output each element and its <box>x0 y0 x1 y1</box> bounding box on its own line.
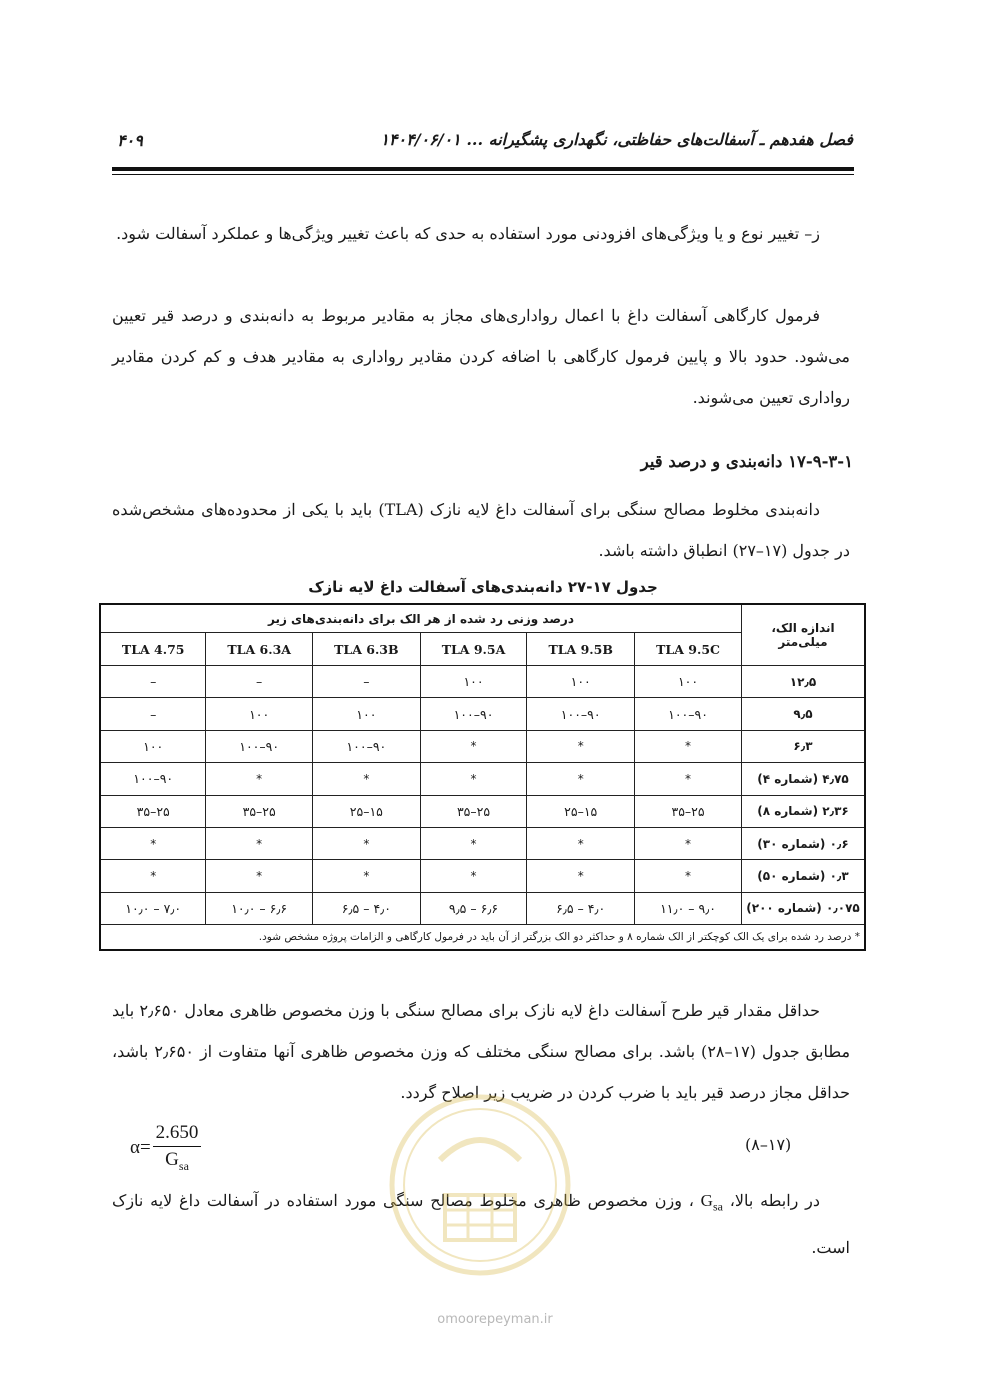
table-cell: ۹۰–۱۰۰ <box>100 763 206 795</box>
sieve-size-cell: ۴٫۷۵ (شماره ۴) <box>742 763 866 795</box>
sieve-size-cell: ۰٫۳ (شماره ۵۰) <box>742 860 866 892</box>
sieve-size-cell: ۶٫۳ <box>742 730 866 762</box>
table-cell: * <box>420 827 527 859</box>
gsa-symbol <box>700 1191 723 1214</box>
paragraph-work-formula: فرمول کارگاهی آسفالت داغ با اعمال رواداری‌های مجاز به مقادیر مربوط به دانه‌بندی و درصد قیر تعیین می‌شود. حدود بالا و پایین فرمول کارگاهی با اضافه کردن مقادیر رواداری به مقادیر هدف و کم کردن مقادیر رواداری تعیین می‌شوند. <box>112 306 851 407</box>
table-cell: ۹۰–۱۰۰ <box>420 698 527 730</box>
table-footnote: * درصد رد شده برای یک الک کوچکتر از الک شماره ۸ و حداکثر دو الک بزرگتر از آن باید در فرمول کارگاهی و الزامات پروژه مشخص شود. <box>100 925 865 951</box>
header-rule-thin <box>112 174 854 175</box>
table-cell: * <box>635 763 742 795</box>
table-row <box>100 763 865 795</box>
watermark-url: omoorepeyman.ir <box>437 1312 553 1327</box>
table-cell: * <box>527 763 635 795</box>
table-cell: * <box>420 763 527 795</box>
table-cell: * <box>100 860 206 892</box>
table-cell: * <box>420 730 527 762</box>
gradation-table <box>99 603 866 951</box>
sieve-size-header: اندازه الک، میلی‌متر <box>742 604 866 666</box>
sieve-size-cell: ۰٫۶ (شماره ۳۰) <box>742 827 866 859</box>
table-cell: ۱۰۰ <box>635 666 742 698</box>
table-cell: ۲۵–۳۵ <box>420 795 527 827</box>
gsa-definition-start: در رابطه بالا، <box>722 1191 820 1210</box>
table-cell: ۹۰–۱۰۰ <box>635 698 742 730</box>
table-cell: * <box>420 860 527 892</box>
sieve-size-cell: ۹٫۵ <box>742 698 866 730</box>
gsa-definition-end: ، وزن مخصوص ظاهری مخلوط مصالح سنگی مورد استفاده در آسفالت داغ لایه نازک است. <box>112 1191 850 1258</box>
table-caption: جدول ۱۷-۲۷ دانه‌بندی‌های آسفالت داغ لایه نازک <box>308 578 658 596</box>
table-cell: ۴٫۰ – ۶٫۵ <box>527 892 635 924</box>
table-cell: ۴٫۰ – ۶٫۵ <box>312 892 420 924</box>
table-row <box>100 892 865 924</box>
header-rule-thick <box>112 167 854 171</box>
gsa-subscript: sa <box>712 1199 723 1214</box>
table-cell: ۲۵–۳۵ <box>635 795 742 827</box>
table-cell: * <box>206 763 313 795</box>
publisher-logo-watermark <box>385 1090 575 1280</box>
table-cell: * <box>312 827 420 859</box>
formula-denominator <box>165 1147 189 1174</box>
column-header: TLA 6.3A <box>206 633 313 666</box>
table-cell: * <box>635 860 742 892</box>
column-header: TLA 6.3B <box>312 633 420 666</box>
denominator-subscript: sa <box>178 1158 189 1173</box>
table-cell: * <box>527 860 635 892</box>
table-cell: ۱۰۰ <box>312 698 420 730</box>
denominator-base: G <box>165 1149 179 1170</box>
table-cell: * <box>527 827 635 859</box>
table-cell: * <box>635 827 742 859</box>
paragraph-min-binder: حداقل مقدار قیر طرح آسفالت داغ لایه نازک برای مصالح سنگی با وزن مخصوص ظاهری معادل ۲٫۶۵۰ باید مطابق جدول (۱۷–۲۸) باشد. برای مصالح سنگی مختلف که وزن مخصوص ظاهری آنها متفاوت از ۲٫۶۵۰ باشد، حداقل مجاز درصد قیر باید با ضرب کردن در ضریب زیر اصلاح گردد. <box>112 1001 851 1102</box>
table-cell: * <box>206 860 313 892</box>
table-cell: * <box>312 860 420 892</box>
header-title: فصل هفدهم ـ آسفالت‌های حفاظتی، نگهداری پشگیرانه ... ۱۴۰۴/۰۶/۰۱ <box>380 130 853 149</box>
formula-fraction <box>153 1122 202 1174</box>
sieve-size-cell: ۱۲٫۵ <box>742 666 866 698</box>
page-number: ۴۰۹ <box>117 131 143 150</box>
table-cell: ۶٫۶ – ۹٫۵ <box>420 892 527 924</box>
table-cell: ۹۰–۱۰۰ <box>527 698 635 730</box>
gsa-base: G <box>700 1191 713 1210</box>
formula-numerator: 2.650 <box>153 1122 202 1147</box>
table-row <box>100 730 865 762</box>
table-cell: ۹٫۰ – ۱۱٫۰ <box>635 892 742 924</box>
column-header: TLA 4.75 <box>100 633 206 666</box>
percent-passing-header: درصد وزنی رد شده از هر الک برای دانه‌بندی‌های زیر <box>100 604 742 633</box>
table-cell: ۹۰–۱۰۰ <box>206 730 313 762</box>
equation-number: (۱۷–۸) <box>745 1135 792 1154</box>
table-cell: * <box>100 827 206 859</box>
table-cell: ۱۵–۲۵ <box>527 795 635 827</box>
table-cell: * <box>206 827 313 859</box>
table-cell: ۱۰۰ <box>420 666 527 698</box>
table-cell: ۱۰۰ <box>206 698 313 730</box>
table-cell: ۲۵–۳۵ <box>206 795 313 827</box>
table-row <box>100 666 865 698</box>
table-cell: – <box>312 666 420 698</box>
table-cell: – <box>100 666 206 698</box>
table-cell: ۶٫۶ – ۱۰٫۰ <box>206 892 313 924</box>
table-cell: ۱۰۰ <box>527 666 635 698</box>
column-header: TLA 9.5B <box>527 633 635 666</box>
table-cell: ۷٫۰ – ۱۰٫۰ <box>100 892 206 924</box>
table-row <box>100 698 865 730</box>
table-body <box>100 666 865 925</box>
column-header: TLA 9.5C <box>635 633 742 666</box>
table-row <box>100 827 865 859</box>
table-cell: ۹۰–۱۰۰ <box>312 730 420 762</box>
table-cell: – <box>100 698 206 730</box>
table-cell: * <box>527 730 635 762</box>
alpha-formula <box>130 1122 201 1174</box>
table-cell: * <box>635 730 742 762</box>
paragraph-gradation: دانه‌بندی مخلوط مصالح سنگی برای آسفالت داغ لایه نازک (TLA) باید با یکی از محدوده‌های مشخص‌شده در جدول (۱۷–۲۷) انطباق داشته باشد. <box>112 500 850 560</box>
table-cell: – <box>206 666 313 698</box>
sieve-size-cell: ۲٫۳۶ (شماره ۸) <box>742 795 866 827</box>
formula-lhs: α= <box>130 1136 151 1158</box>
table-row <box>100 860 865 892</box>
paragraph-item-z: ز– تغییر نوع و یا ویژگی‌های افزودنی مورد استفاده به حدی که باعث تغییر ویژگی‌ها و عملکرد آسفالت شود. <box>116 224 820 243</box>
section-heading: ۱۷-۹-۳-۱ دانه‌بندی و درصد قیر <box>640 452 853 471</box>
table-cell: * <box>312 763 420 795</box>
table-cell: ۱۰۰ <box>100 730 206 762</box>
table-cell: ۱۵–۲۵ <box>312 795 420 827</box>
sieve-size-cell: ۰٫۰۷۵ (شماره ۲۰۰) <box>742 892 866 924</box>
table-row <box>100 795 865 827</box>
column-header: TLA 9.5A <box>420 633 527 666</box>
table-cell: ۲۵–۳۵ <box>100 795 206 827</box>
